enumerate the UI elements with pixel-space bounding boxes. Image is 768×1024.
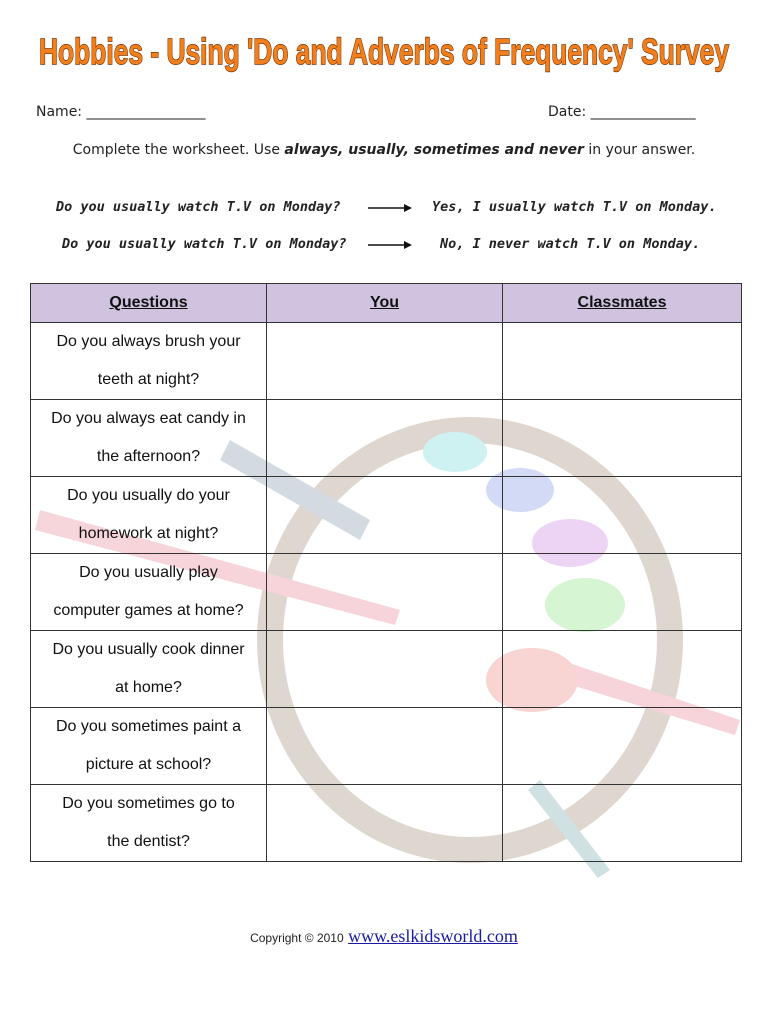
title-text: Hobbies - Using 'Do and Adverbs of Frequency' Survey <box>39 31 729 72</box>
question-line-2: the afternoon? <box>96 448 201 465</box>
question-cell <box>31 631 267 708</box>
table-row <box>31 400 742 477</box>
classmates-answer-cell[interactable] <box>503 708 742 785</box>
question-cell <box>31 785 267 862</box>
you-answer-cell[interactable] <box>267 785 503 862</box>
table-header-row <box>31 284 742 323</box>
table-row <box>31 554 742 631</box>
classmates-answer-cell[interactable] <box>503 477 742 554</box>
classmates-answer-cell[interactable] <box>503 554 742 631</box>
question-line-2: picture at school? <box>85 756 212 773</box>
table-row <box>31 708 742 785</box>
question-line-1: Do you usually play <box>79 564 218 581</box>
question-line-1: Do you always eat candy in <box>51 410 246 427</box>
question-line-2: at home? <box>115 679 182 696</box>
classmates-answer-cell[interactable] <box>503 323 742 400</box>
date-field: Date: _______________ <box>548 104 696 120</box>
table-row <box>31 631 742 708</box>
classmates-answer-cell[interactable] <box>503 631 742 708</box>
example-question-2: Do you usually watch T.V on Monday? <box>62 236 347 252</box>
question-cell <box>31 323 267 400</box>
header-you: You <box>267 284 503 323</box>
table-row <box>31 477 742 554</box>
question-line-1: Do you sometimes paint a <box>56 718 241 735</box>
you-answer-cell[interactable] <box>267 323 503 400</box>
example-answer-2: No, I never watch T.V on Monday. <box>440 236 701 252</box>
example-answer-1: Yes, I usually watch T.V on Monday. <box>432 199 717 215</box>
question-line-1: Do you usually do your <box>67 487 230 504</box>
question-line-1: Do you sometimes go to <box>62 795 235 812</box>
question-line-2: homework at night? <box>78 525 219 542</box>
question-line-2: computer games at home? <box>53 602 244 619</box>
footer <box>0 926 768 947</box>
copyright-text: Copyright © 2010 <box>250 931 344 945</box>
name-field: Name: _________________ <box>36 104 206 120</box>
header-classmates: Classmates <box>503 284 742 323</box>
classmates-answer-cell[interactable] <box>503 400 742 477</box>
instruction-prefix: Complete the worksheet. Use <box>72 142 285 158</box>
classmates-answer-cell[interactable] <box>503 785 742 862</box>
question-cell <box>31 554 267 631</box>
table-row <box>31 785 742 862</box>
example-question-1: Do you usually watch T.V on Monday? <box>56 199 341 215</box>
table-row <box>31 323 742 400</box>
question-line-2: the dentist? <box>107 833 190 850</box>
survey-table <box>30 283 742 862</box>
question-line-1: Do you always brush your <box>56 333 241 350</box>
question-line-1: Do you usually cook dinner <box>52 641 245 658</box>
question-cell <box>31 400 267 477</box>
question-cell <box>31 708 267 785</box>
you-answer-cell[interactable] <box>267 477 503 554</box>
question-cell <box>31 477 267 554</box>
you-answer-cell[interactable] <box>267 400 503 477</box>
you-answer-cell[interactable] <box>267 631 503 708</box>
header-questions: Questions <box>31 284 267 323</box>
instruction-adverbs: always, usually, sometimes and never <box>284 142 584 158</box>
you-answer-cell[interactable] <box>267 554 503 631</box>
question-line-2: teeth at night? <box>97 371 200 388</box>
you-answer-cell[interactable] <box>267 708 503 785</box>
website-link[interactable]: www.eslkidsworld.com <box>348 926 518 946</box>
instruction-suffix: in your answer. <box>583 142 696 158</box>
